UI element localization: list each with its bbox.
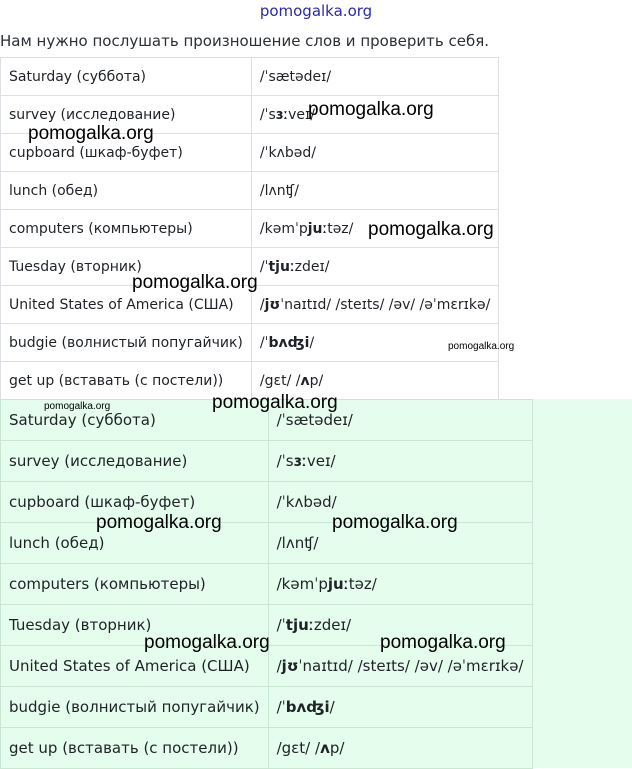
transcription-cell: /kəmˈpjuːtəz/: [268, 564, 532, 605]
transcription-cell: /ˈbʌʤi/: [268, 687, 532, 728]
table-row: [1, 564, 533, 605]
word-cell: Saturday (суббота): [1, 58, 252, 96]
transcription-cell: /lʌnʧ/: [251, 172, 498, 210]
watermark: pomogalka.org: [308, 99, 434, 120]
table-row: [1, 687, 533, 728]
transcription-cell: /jʊˈnaɪtɪd/ /steɪts/ /əv/ /əˈmɛrɪkə/: [251, 286, 498, 324]
watermark: pomogalka.org: [28, 123, 154, 144]
transcription-cell: /gɛt/ /ʌp/: [251, 362, 498, 400]
table-row: [1, 58, 499, 96]
word-cell: get up (вставать (с постели)): [1, 728, 269, 769]
watermark: pomogalka.org: [332, 512, 458, 533]
transcription-cell: /ˈsɜːveɪ/: [268, 441, 532, 482]
word-cell: lunch (обед): [1, 523, 269, 564]
transcription-cell: /ˈtjuːzdeɪ/: [268, 605, 532, 646]
transcription-cell: /ˈsætədeɪ/: [251, 58, 498, 96]
watermark: pomogalka.org: [144, 632, 270, 653]
word-cell: computers (компьютеры): [1, 210, 252, 248]
transcription-cell: /kəmˈpjuːtəz/: [251, 210, 498, 248]
word-cell: cupboard (шкаф-буфет): [1, 134, 252, 172]
vocabulary-table-green: [0, 399, 533, 769]
word-cell: survey (исследование): [1, 96, 252, 134]
transcription-cell: /lʌnʧ/: [268, 523, 532, 564]
word-cell: lunch (обед): [1, 172, 252, 210]
transcription-cell: /ˈtjuːzdeɪ/: [251, 248, 498, 286]
transcription-cell: /ˈsɜːveɪ/: [251, 96, 498, 134]
word-cell: get up (вставать (с постели)): [1, 362, 252, 400]
table-row: [1, 172, 499, 210]
watermark: pomogalka.org: [212, 392, 338, 413]
word-cell: survey (исследование): [1, 441, 269, 482]
intro-text: Нам нужно послушать произношение слов и проверить себя.: [0, 32, 490, 50]
word-cell: computers (компьютеры): [1, 564, 269, 605]
watermark: pomogalka.org: [96, 512, 222, 533]
table-row: [1, 324, 499, 362]
table-row: [1, 728, 533, 769]
transcription-cell: /ˈsætədeɪ/: [268, 400, 532, 441]
word-cell: Tuesday (вторник): [1, 248, 252, 286]
word-cell: Saturday (суббота): [1, 400, 269, 441]
watermark: pomogalka.org: [448, 341, 515, 352]
word-cell: United States of America (США): [1, 646, 269, 687]
word-cell: budgie (волнистый попугайчик): [1, 324, 252, 362]
transcription-cell: /ˈbʌʤi/: [251, 324, 498, 362]
watermark: pomogalka.org: [44, 401, 111, 412]
transcription-cell: /gɛt/ /ʌp/: [268, 728, 532, 769]
watermark: pomogalka.org: [132, 272, 258, 293]
word-cell: Tuesday (вторник): [1, 605, 269, 646]
transcription-cell: /jʊˈnaɪtɪd/ /steɪts/ /əv/ /əˈmɛrɪkə/: [268, 646, 532, 687]
site-link[interactable]: pomogalka.org: [259, 2, 373, 20]
watermark: pomogalka.org: [380, 632, 506, 653]
word-cell: United States of America (США): [1, 286, 252, 324]
transcription-cell: /ˈkʌbəd/: [268, 482, 532, 523]
word-cell: cupboard (шкаф-буфет): [1, 482, 269, 523]
watermark: pomogalka.org: [368, 219, 494, 240]
transcription-cell: /ˈkʌbəd/: [251, 134, 498, 172]
word-cell: budgie (волнистый попугайчик): [1, 687, 269, 728]
table-row: [1, 441, 533, 482]
